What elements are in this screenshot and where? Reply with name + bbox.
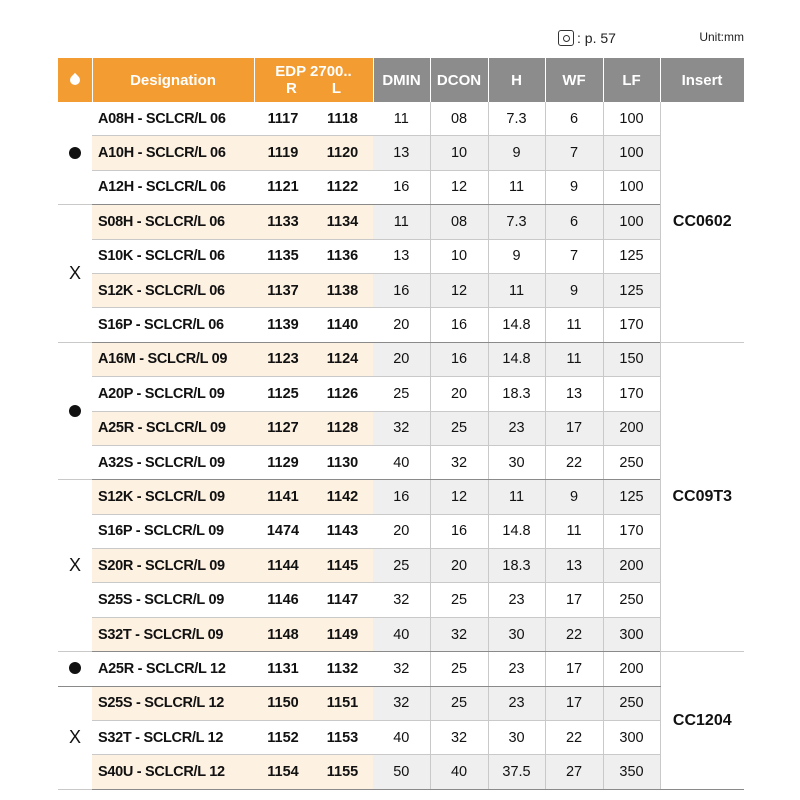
edp-r-cell: 1123 [254,342,312,376]
header-edp-r: R [286,80,297,97]
designation-cell: S12K - SCLCR/L 06 [92,273,254,307]
wf-cell: 6 [545,205,603,239]
lf-cell: 150 [603,342,660,376]
header-edp-l: L [331,80,342,97]
h-cell: 23 [488,411,545,445]
dcon-cell: 10 [430,136,488,170]
h-cell: 23 [488,583,545,617]
group-mark-text: X [68,555,81,576]
edp-r-cell: 1133 [254,205,312,239]
dmin-cell: 32 [373,411,430,445]
h-cell: 23 [488,686,545,720]
h-cell: 9 [488,136,545,170]
edp-l-cell: 1155 [312,755,373,789]
wf-cell: 22 [545,721,603,755]
table-row [58,480,744,514]
edp-r-cell: 1127 [254,411,312,445]
group-mark [58,205,92,343]
insert-cell: CC1204 [660,652,744,790]
table-row [58,411,744,445]
table-row [58,136,744,170]
table-row [58,308,744,342]
header-insert: Insert [660,58,744,102]
h-cell: 11 [488,170,545,204]
edp-l-cell: 1140 [312,308,373,342]
lf-cell: 200 [603,411,660,445]
dmin-cell: 11 [373,102,430,136]
dcon-cell: 25 [430,686,488,720]
table-row [58,583,744,617]
wf-cell: 7 [545,136,603,170]
designation-cell: S32T - SCLCR/L 09 [92,617,254,651]
dcon-cell: 12 [430,480,488,514]
drop-icon [68,73,82,87]
dcon-cell: 08 [430,102,488,136]
edp-r-cell: 1146 [254,583,312,617]
h-cell: 23 [488,652,545,686]
page-reference-text: : p. 57 [577,30,616,46]
table-row [58,102,744,136]
h-cell: 9 [488,239,545,273]
edp-l-cell: 1130 [312,445,373,479]
wf-cell: 17 [545,411,603,445]
designation-cell: A25R - SCLCR/L 09 [92,411,254,445]
lf-cell: 250 [603,583,660,617]
edp-r-cell: 1154 [254,755,312,789]
lf-cell: 350 [603,755,660,789]
header-dcon: DCON [430,58,488,102]
dmin-cell: 16 [373,170,430,204]
dcon-cell: 25 [430,652,488,686]
edp-l-cell: 1136 [312,239,373,273]
header-h: H [488,58,545,102]
group-mark-text: X [68,262,81,283]
dmin-cell: 11 [373,205,430,239]
edp-r-cell: 1137 [254,273,312,307]
filled-circle-icon [69,662,81,674]
lf-cell: 300 [603,721,660,755]
table-row [58,377,744,411]
lf-cell: 125 [603,273,660,307]
edp-r-cell: 1152 [254,721,312,755]
wf-cell: 11 [545,308,603,342]
wf-cell: 11 [545,342,603,376]
dmin-cell: 16 [373,480,430,514]
table-row [58,205,744,239]
dcon-cell: 20 [430,549,488,583]
edp-r-cell: 1150 [254,686,312,720]
wf-cell: 17 [545,686,603,720]
wf-cell: 22 [545,617,603,651]
designation-cell: S20R - SCLCR/L 09 [92,549,254,583]
dmin-cell: 32 [373,686,430,720]
header-dmin: DMIN [373,58,430,102]
h-cell: 14.8 [488,342,545,376]
edp-l-cell: 1120 [312,136,373,170]
lf-cell: 200 [603,549,660,583]
wf-cell: 13 [545,549,603,583]
dcon-cell: 25 [430,411,488,445]
group-mark [58,652,92,686]
designation-cell: A20P - SCLCR/L 09 [92,377,254,411]
edp-l-cell: 1147 [312,583,373,617]
lf-cell: 100 [603,136,660,170]
designation-cell: S25S - SCLCR/L 12 [92,686,254,720]
edp-l-cell: 1151 [312,686,373,720]
edp-l-cell: 1132 [312,652,373,686]
dmin-cell: 40 [373,445,430,479]
dcon-cell: 32 [430,617,488,651]
dmin-cell: 20 [373,514,430,548]
dmin-cell: 25 [373,377,430,411]
edp-r-cell: 1117 [254,102,312,136]
h-cell: 30 [488,721,545,755]
dmin-cell: 13 [373,239,430,273]
table-body [58,102,744,789]
edp-r-cell: 1148 [254,617,312,651]
dcon-cell: 32 [430,721,488,755]
dcon-cell: 25 [430,583,488,617]
group-mark [58,480,92,652]
lf-cell: 170 [603,514,660,548]
wf-cell: 7 [545,239,603,273]
designation-cell: S40U - SCLCR/L 12 [92,755,254,789]
table-row [58,549,744,583]
lf-cell: 300 [603,617,660,651]
top-bar [0,28,744,50]
lf-cell: 250 [603,686,660,720]
dcon-cell: 16 [430,308,488,342]
designation-cell: S12K - SCLCR/L 09 [92,480,254,514]
dmin-cell: 13 [373,136,430,170]
edp-r-cell: 1139 [254,308,312,342]
edp-r-cell: 1135 [254,239,312,273]
dcon-cell: 12 [430,273,488,307]
dcon-cell: 20 [430,377,488,411]
wf-cell: 9 [545,480,603,514]
wf-cell: 9 [545,170,603,204]
edp-r-cell: 1144 [254,549,312,583]
edp-l-cell: 1143 [312,514,373,548]
dcon-cell: 16 [430,342,488,376]
dcon-cell: 32 [430,445,488,479]
table-row [58,652,744,686]
dcon-cell: 12 [430,170,488,204]
dmin-cell: 16 [373,273,430,307]
edp-l-cell: 1142 [312,480,373,514]
table-row [58,686,744,720]
dmin-cell: 20 [373,342,430,376]
table-row [58,514,744,548]
designation-cell: A12H - SCLCR/L 06 [92,170,254,204]
designation-cell: S08H - SCLCR/L 06 [92,205,254,239]
table-row [58,273,744,307]
table-row [58,239,744,273]
edp-l-cell: 1124 [312,342,373,376]
insert-cell: CC0602 [660,102,744,342]
unit-label: Unit:mm [699,30,744,44]
designation-cell: S10K - SCLCR/L 06 [92,239,254,273]
group-mark [58,342,92,480]
designation-cell: A32S - SCLCR/L 09 [92,445,254,479]
edp-r-cell: 1125 [254,377,312,411]
table-row [58,755,744,789]
lf-cell: 100 [603,102,660,136]
dmin-cell: 40 [373,721,430,755]
edp-r-cell: 1141 [254,480,312,514]
lf-cell: 170 [603,377,660,411]
dmin-cell: 25 [373,549,430,583]
group-mark [58,102,92,205]
designation-cell: A10H - SCLCR/L 06 [92,136,254,170]
header-wf: WF [545,58,603,102]
table-row [58,170,744,204]
dmin-cell: 32 [373,652,430,686]
edp-l-cell: 1118 [312,102,373,136]
table-header [58,58,744,102]
h-cell: 18.3 [488,549,545,583]
product-table [58,58,745,790]
designation-cell: S16P - SCLCR/L 09 [92,514,254,548]
designation-cell: A16M - SCLCR/L 09 [92,342,254,376]
edp-l-cell: 1153 [312,721,373,755]
group-mark-text: X [68,727,81,748]
wf-cell: 17 [545,652,603,686]
dcon-cell: 08 [430,205,488,239]
header-lf: LF [603,58,660,102]
h-cell: 11 [488,273,545,307]
edp-r-cell: 1129 [254,445,312,479]
dmin-cell: 50 [373,755,430,789]
h-cell: 11 [488,480,545,514]
dcon-cell: 10 [430,239,488,273]
page-reference[interactable] [558,28,616,48]
edp-r-cell: 1119 [254,136,312,170]
dcon-cell: 40 [430,755,488,789]
h-cell: 14.8 [488,514,545,548]
wf-cell: 13 [545,377,603,411]
wf-cell: 27 [545,755,603,789]
designation-cell: S16P - SCLCR/L 06 [92,308,254,342]
table-row [58,342,744,376]
wf-cell: 9 [545,273,603,307]
edp-l-cell: 1149 [312,617,373,651]
designation-cell: A25R - SCLCR/L 12 [92,652,254,686]
designation-cell: S32T - SCLCR/L 12 [92,721,254,755]
lf-cell: 250 [603,445,660,479]
insert-page-icon [558,30,574,46]
edp-r-cell: 1474 [254,514,312,548]
h-cell: 7.3 [488,102,545,136]
edp-l-cell: 1128 [312,411,373,445]
insert-cell: CC09T3 [660,342,744,652]
dmin-cell: 40 [373,617,430,651]
edp-l-cell: 1126 [312,377,373,411]
h-cell: 14.8 [488,308,545,342]
filled-circle-icon [69,147,81,159]
lf-cell: 170 [603,308,660,342]
wf-cell: 6 [545,102,603,136]
lf-cell: 100 [603,170,660,204]
filled-circle-icon [69,405,81,417]
h-cell: 18.3 [488,377,545,411]
designation-cell: S25S - SCLCR/L 09 [92,583,254,617]
wf-cell: 22 [545,445,603,479]
edp-l-cell: 1134 [312,205,373,239]
dmin-cell: 20 [373,308,430,342]
edp-r-cell: 1121 [254,170,312,204]
h-cell: 30 [488,445,545,479]
table-row [58,617,744,651]
header-designation: Designation [92,58,254,102]
edp-l-cell: 1122 [312,170,373,204]
edp-r-cell: 1131 [254,652,312,686]
wf-cell: 17 [545,583,603,617]
edp-l-cell: 1138 [312,273,373,307]
lf-cell: 125 [603,239,660,273]
h-cell: 37.5 [488,755,545,789]
lf-cell: 125 [603,480,660,514]
header-edp-title: EDP 2700.. [275,63,352,80]
dmin-cell: 32 [373,583,430,617]
edp-l-cell: 1145 [312,549,373,583]
table-row [58,445,744,479]
designation-cell: A08H - SCLCR/L 06 [92,102,254,136]
h-cell: 30 [488,617,545,651]
dcon-cell: 16 [430,514,488,548]
group-mark [58,686,92,789]
lf-cell: 100 [603,205,660,239]
wf-cell: 11 [545,514,603,548]
lf-cell: 200 [603,652,660,686]
h-cell: 7.3 [488,205,545,239]
table-row [58,721,744,755]
header-edp [254,58,373,102]
header-icon-cell [58,58,92,102]
